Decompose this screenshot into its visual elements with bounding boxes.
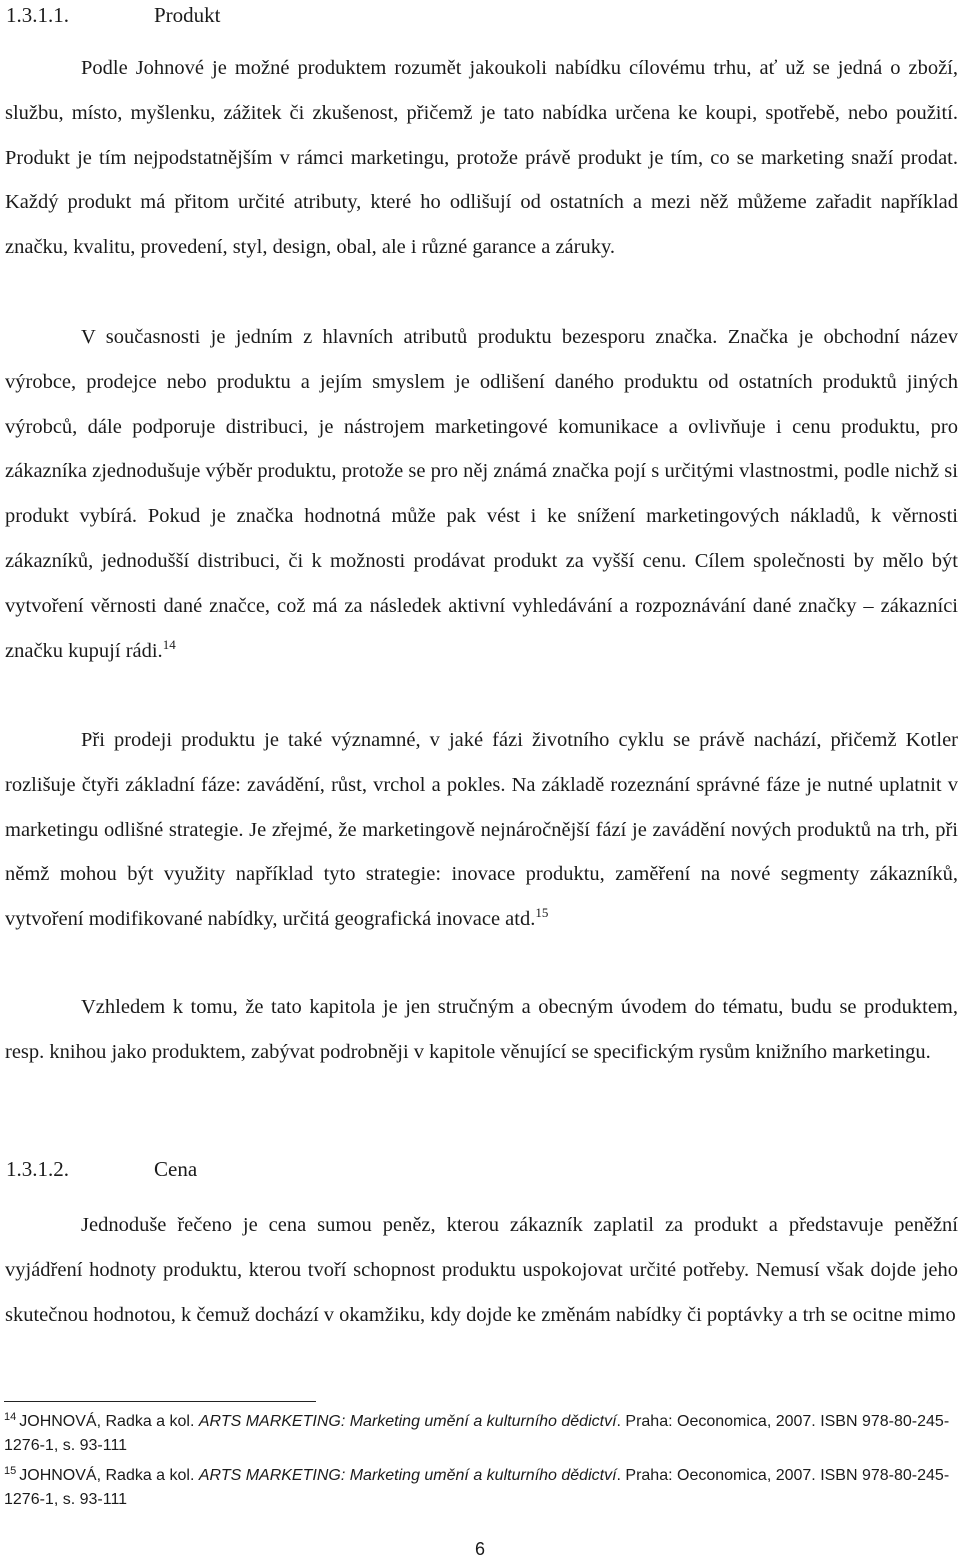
heading-number: 1.3.1.2.	[6, 1157, 69, 1181]
paragraph-text: V současnosti je jedním z hlavních atributů produktu bezesporu značka. Značka je obchodní název výrobce, prodejce nebo produktu a jejím smyslem je odlišení daného produktu od ostatních produktů jiných výrobců, dále podporuje distribuci, je nástrojem marketingové komunikace a ovlivňuje i cenu produktu, pro zákazníka zjednodušuje výběr produktu, protože se pro něj známá značka pojí s určitými vlastnostmi, podle nichž si produkt vybírá. Pokud je značka hodnotná může pak vést i ke snížení marketingových nákladů, k věrnosti zákazníků, jednodušší distribuci, či k možnosti prodávat produkt za vyšší cenu. Cílem společnosti by mělo být vytvoření věrnosti dané značce, což má za následek aktivní vyhledávání a rozpoznávání dané značky – zákazníci značku kupují rádi.	[5, 326, 958, 662]
footnote-separator	[4, 1401, 316, 1402]
paragraph-znacka	[5, 315, 958, 673]
footnote-title: ARTS MARKETING: Marketing umění a kulturního dědictví	[198, 1413, 617, 1430]
paragraph-zivotni-cyklus	[5, 718, 958, 942]
section-heading-cena	[6, 1157, 197, 1181]
page-number: 6	[474, 1539, 485, 1559]
footnote-14	[4, 1410, 954, 1458]
footnote-rest: . Praha: Oeconomica, 2007. ISBN 978-80-245-1276-1, s. 93-111	[4, 1413, 950, 1454]
footnote-author: JOHNOVÁ, Radka a kol.	[19, 1467, 195, 1484]
heading-title: Cena	[154, 1157, 198, 1181]
footnote-reference: 14	[162, 636, 176, 652]
footnote-rest: . Praha: Oeconomica, 2007. ISBN 978-80-245-1276-1, s. 93-111	[4, 1467, 950, 1508]
heading-title: Produkt	[154, 3, 221, 27]
paragraph-uvod-kapitola: Vzhledem k tomu, že tato kapitola je jen stručným a obecným úvodem do tématu, budu se produktem, resp. knihou jako produktem, zabývat podrobněji v kapitole věnující se specifickým rysům knižního marketingu.	[5, 996, 958, 1063]
heading-number: 1.3.1.1.	[6, 3, 69, 27]
paragraph-cena: Jednoduše řečeno je cena sumou peněz, kterou zákazník zaplatil za produkt a představuje peněžní vyjádření hodnoty produktu, kterou tvoří schopnost produktu uspokojovat určité potřeby. Nemusí však dojde jeho skutečnou hodnotou, k čemuž dochází v okamžiku, kdy dojde ke změnám nabídky či poptávky a trh se ocitne mimo	[5, 1214, 958, 1326]
footnote-title: ARTS MARKETING: Marketing umění a kulturního dědictví	[198, 1467, 617, 1484]
footnote-author: JOHNOVÁ, Radka a kol.	[19, 1413, 195, 1430]
footnote-reference: 15	[535, 905, 549, 921]
paragraph-produkt-definition: Podle Johnové je možné produktem rozumět jakoukoli nabídku cílovému trhu, ať už se jedná o zboží, službu, místo, myšlenku, zážitek či zkušenost, přičemž je tato nabídka určena ke koupi, spotřebě, nebo použití. Produkt je tím nejpodstatnějším v rámci marketingu, protože právě produkt je tím, co se marketing snaží prodat. Každý produkt má přitom určité atributy, které ho odlišují od ostatních a mezi něž můžeme zařadit například značku, kvalitu, provedení, styl, design, obal, ale i různé garance a záruky.	[5, 57, 958, 259]
paragraph-text: Při prodeji produktu je také významné, v jaké fázi životního cyklu se právě nachází, přičemž Kotler rozlišuje čtyři základní fáze: zavádění, růst, vrchol a pokles. Na základě rozeznání správné fáze je nutné uplatnit v marketingu odlišné strategie. Je zřejmé, že marketingově nejnáročnější fází je zavádění nových produktů na trh, při němž mohou být využity například tyto strategie: inovace produktu, zaměření na nové segmenty zákazníků, vytvoření modifikované nabídky, určitá geografická inovace atd.	[5, 729, 958, 931]
footnote-number: 14	[4, 1410, 17, 1423]
section-heading-produkt	[6, 3, 221, 27]
footnote-number: 15	[4, 1464, 17, 1477]
footnote-15	[4, 1464, 954, 1512]
